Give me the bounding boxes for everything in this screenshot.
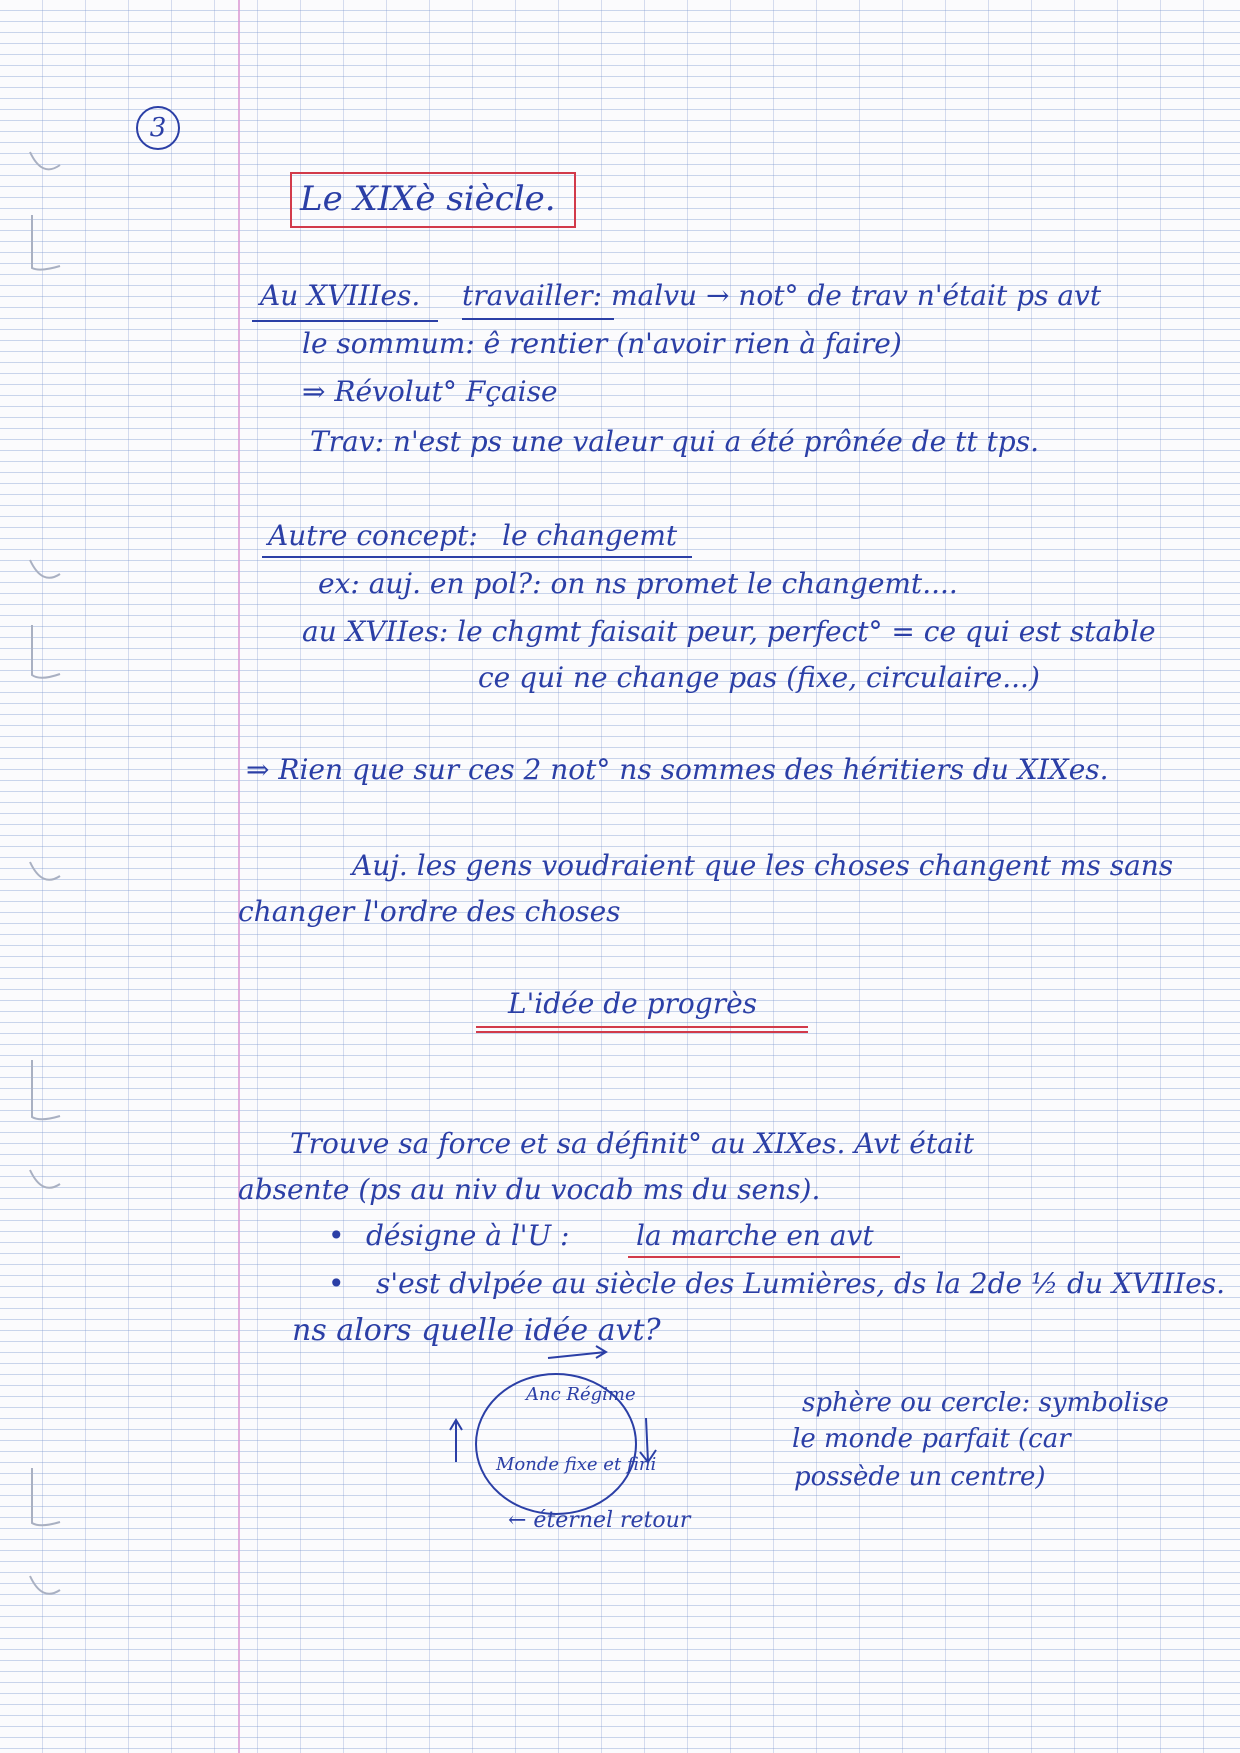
left-up-arrow [450,1420,462,1462]
page-number: 3 [136,106,180,150]
diagram-top-label: Anc Régime [526,1384,636,1405]
question: ns alors quelle idée avt? [292,1313,661,1348]
bullet-2-dot: • [328,1267,345,1300]
diagram-bottom-label: Monde fixe et fini [496,1454,657,1475]
bullet-1-highlight: la marche en avt [636,1219,874,1252]
paragraph-line-1: Auj. les gens voudraient que les choses changent ms sans [352,849,1174,882]
section2-line-2: au XVIIes: le chgmt faisait peur, perfect° = ce qui est stable [302,615,1156,648]
progress-line-1: Trouve sa force et sa définit° au XIXes. Avt était [290,1127,975,1160]
page-title: Le XIXè siècle. [300,179,556,219]
bullet-2: s'est dvlpée au siècle des Lumières, ds la 2de ½ du XVIIIes. [376,1267,1226,1300]
paragraph-line-2: changer l'ordre des choses [238,895,621,928]
section1-line-4: Trav: n'est ps une valeur qui a été prônée de tt tps. [310,425,1039,458]
section1-line-1: travailler: malvu → not° de trav n'était ps avt [462,279,1102,312]
diagram-note-1: sphère ou cercle: symbolise [802,1388,1169,1418]
bullet-1-prefix: désigne à l'U : [366,1219,570,1252]
section2-heading-rest: le changemt [502,519,678,552]
section1-heading: Au XVIIIes. [260,279,421,312]
top-arrow [548,1346,606,1358]
diagram-note-3: possède un centre) [794,1462,1046,1492]
diagram-note-2: le monde parfait (car [792,1424,1071,1454]
diagram-cycle-label: ← éternel retour [508,1508,691,1533]
bullet-1-dot: • [328,1219,345,1252]
section1-line-2: le sommum: ê rentier (n'avoir rien à faire) [302,327,902,360]
progress-line-2: absente (ps au niv du vocab ms du sens). [238,1173,821,1206]
subtitle: L'idée de progrès [508,987,758,1020]
conclusion: ⇒ Rien que sur ces 2 not° ns sommes des héritiers du XIXes. [246,753,1109,786]
section2-heading: Autre concept: [268,519,478,552]
section2-line-3: ce qui ne change pas (fixe, circulaire...) [478,661,1040,694]
section1-line-3: ⇒ Révolut° Fçaise [302,375,558,408]
section2-line-1: ex: auj. en pol?: on ns promet le changemt.... [318,567,958,600]
